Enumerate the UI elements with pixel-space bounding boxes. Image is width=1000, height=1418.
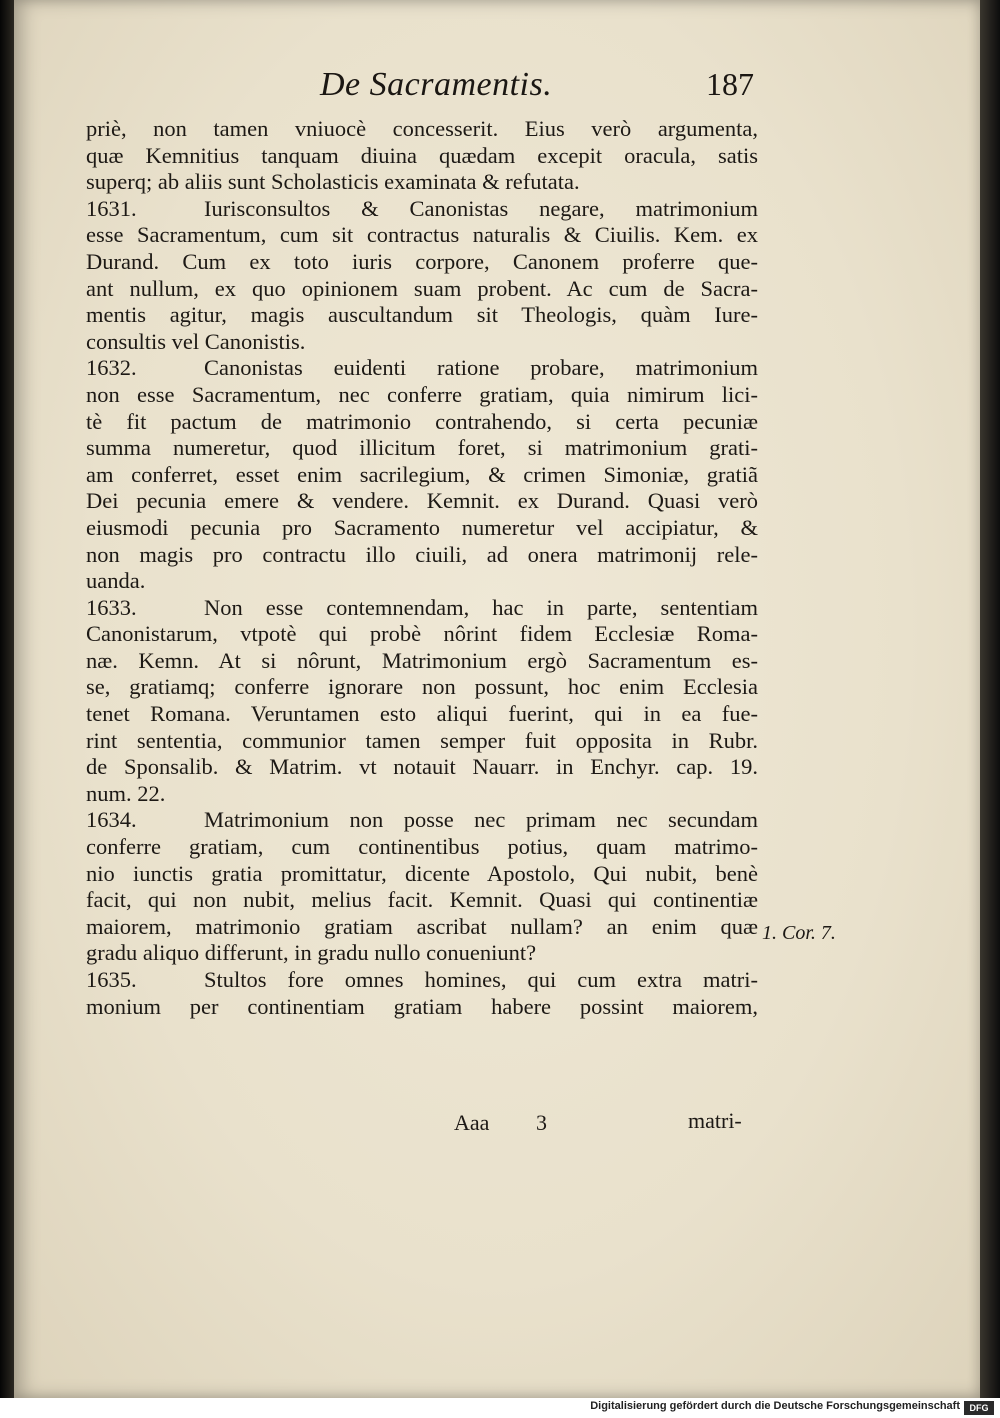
text-line (86, 169, 758, 196)
page-edge-right (980, 0, 1000, 1398)
text-line (86, 595, 758, 622)
line-text: Stultos fore omnes homines, qui cum extra matri- (204, 967, 758, 992)
text-line (86, 222, 758, 249)
line-text: Dei pecunia emere & vendere. Kemnit. ex Durand. Quasi verò (86, 488, 758, 514)
line-text: quæ Kemnitius tanquam diuina quædam excepit oracula, satis (86, 142, 758, 168)
footer-credit: Digitalisierung gefördert durch die Deutsche Forschungsgemeinschaft (590, 1400, 960, 1412)
page-number: 187 (706, 66, 754, 102)
line-text: Matrimonium non posse nec primam nec secundam (204, 807, 758, 833)
text-line (86, 143, 758, 170)
text-line (86, 967, 758, 994)
text-line (86, 648, 758, 675)
paragraph-number: 1635. (86, 967, 137, 992)
paragraph-number: 1634. (86, 807, 137, 833)
text-line (86, 728, 758, 755)
line-text: non esse Sacramentum, nec conferre gratiam, quia nimirum lici- (86, 381, 758, 407)
line-text: se, gratiamq; conferre ignorare non possunt, hoc enim Ecclesia (86, 674, 758, 700)
text-line (86, 861, 758, 888)
line-text: monium per continentiam gratiam habere possint maiorem, (86, 993, 758, 1019)
text-line (86, 701, 758, 728)
text-line (86, 940, 758, 967)
line-text: Durand. Cum ex toto iuris corpore, Canonem proferre que- (86, 248, 758, 274)
text-line (86, 382, 758, 409)
text-line (86, 409, 758, 436)
text-line (86, 462, 758, 489)
text-line (86, 994, 758, 1021)
line-text: næ. Kemn. At si nôrunt, Matrimonium ergò Sacramentum es- (86, 647, 758, 673)
line-text: nio iunctis gratia promittatur, dicente Apostolo, Qui nubit, benè (86, 860, 758, 886)
line-text: tenet Romana. Veruntamen esto aliqui fuerint, qui in ea fue- (86, 701, 758, 727)
text-line (86, 276, 758, 303)
dfg-logo: DFG (964, 1401, 994, 1415)
text-line (86, 196, 758, 223)
line-text: uanda. (86, 568, 146, 594)
text-line (86, 834, 758, 861)
line-text: gradu aliquo differunt, in gradu nullo conueniunt? (86, 940, 537, 966)
text-line (86, 249, 758, 276)
line-text: esse Sacramentum, cum sit contractus naturalis & Ciuilis. Kem. ex (86, 222, 758, 248)
catchword: matri- (688, 1108, 742, 1133)
line-text: consultis vel Canonistis. (86, 328, 306, 354)
text-line (86, 302, 758, 329)
footer-bar (0, 1398, 1000, 1418)
body-text (86, 116, 758, 1020)
line-text: Non esse contemnendam, hac in parte, sententiam (204, 594, 758, 620)
signature-mark: Aaa (454, 1110, 490, 1135)
text-line (86, 329, 758, 356)
line-text: priè, non tamen vniuocè concesserit. Eius verò argumenta, (86, 116, 758, 141)
paragraph-number: 1633. (86, 594, 137, 620)
paragraph-number: 1632. (86, 355, 137, 381)
line-text: Canonistas euidenti ratione probare, matrimonium (204, 355, 758, 381)
text-line (86, 621, 758, 648)
text-line (86, 116, 758, 143)
line-text: Canonistarum, vtpotè qui probè nôrint fidem Ecclesiæ Roma- (86, 621, 758, 647)
line-text: tè fit pactum de matrimonio contrahendo, si certa pecuniæ (86, 408, 758, 434)
signature-number: 3 (536, 1110, 547, 1135)
line-text: summa numeretur, quod illicitum foret, si matrimonium grati- (86, 435, 758, 461)
line-text: ant nullum, ex quo opinionem suam probent. Ac cum de Sacra- (86, 275, 758, 301)
text-line (86, 515, 758, 542)
text-line (86, 781, 758, 808)
line-text: Iurisconsultos & Canonistas negare, matrimonium (204, 195, 758, 221)
paragraph-number: 1631. (86, 195, 137, 221)
running-head (14, 66, 980, 116)
line-text: maiorem, matrimonio gratiam ascribat nullam? an enim quæ (86, 913, 758, 939)
text-line (86, 568, 758, 595)
text-line (86, 674, 758, 701)
line-text: de Sponsalib. & Matrim. vt notauit Nauarr. in Enchyr. cap. 19. (86, 754, 758, 780)
binding-shadow-left (0, 0, 14, 1398)
text-line (86, 807, 758, 834)
running-title: De Sacramentis. (320, 66, 553, 103)
line-text: facit, qui non nubit, melius facit. Kemnit. Quasi qui continentiæ (86, 887, 758, 913)
line-text: num. 22. (86, 780, 166, 806)
line-text: rint sententia, communior tamen semper fuit opposita in Rubr. (86, 727, 758, 753)
marginal-note: 1. Cor. 7. (762, 922, 836, 944)
text-line (86, 488, 758, 515)
text-line (86, 887, 758, 914)
line-text: am conferret, esset enim sacrilegium, & crimen Simoniæ, gratiã (86, 461, 758, 487)
book-page (14, 0, 980, 1398)
line-text: conferre gratiam, cum continentibus potius, quam matrimo- (86, 834, 758, 860)
line-text: non magis pro contractu illo ciuili, ad onera matrimonij rele- (86, 541, 758, 567)
line-text: mentis agitur, magis auscultandum sit Theologis, quàm Iure- (86, 302, 758, 328)
text-line (86, 355, 758, 382)
text-line (86, 435, 758, 462)
line-text: eiusmodi pecunia pro Sacramento numeretur vel accipiatur, & (86, 514, 758, 540)
text-line (86, 542, 758, 569)
text-line (86, 914, 758, 941)
text-line (86, 754, 758, 781)
line-text: superq; ab aliis sunt Scholasticis examinata & refutata. (86, 169, 580, 195)
